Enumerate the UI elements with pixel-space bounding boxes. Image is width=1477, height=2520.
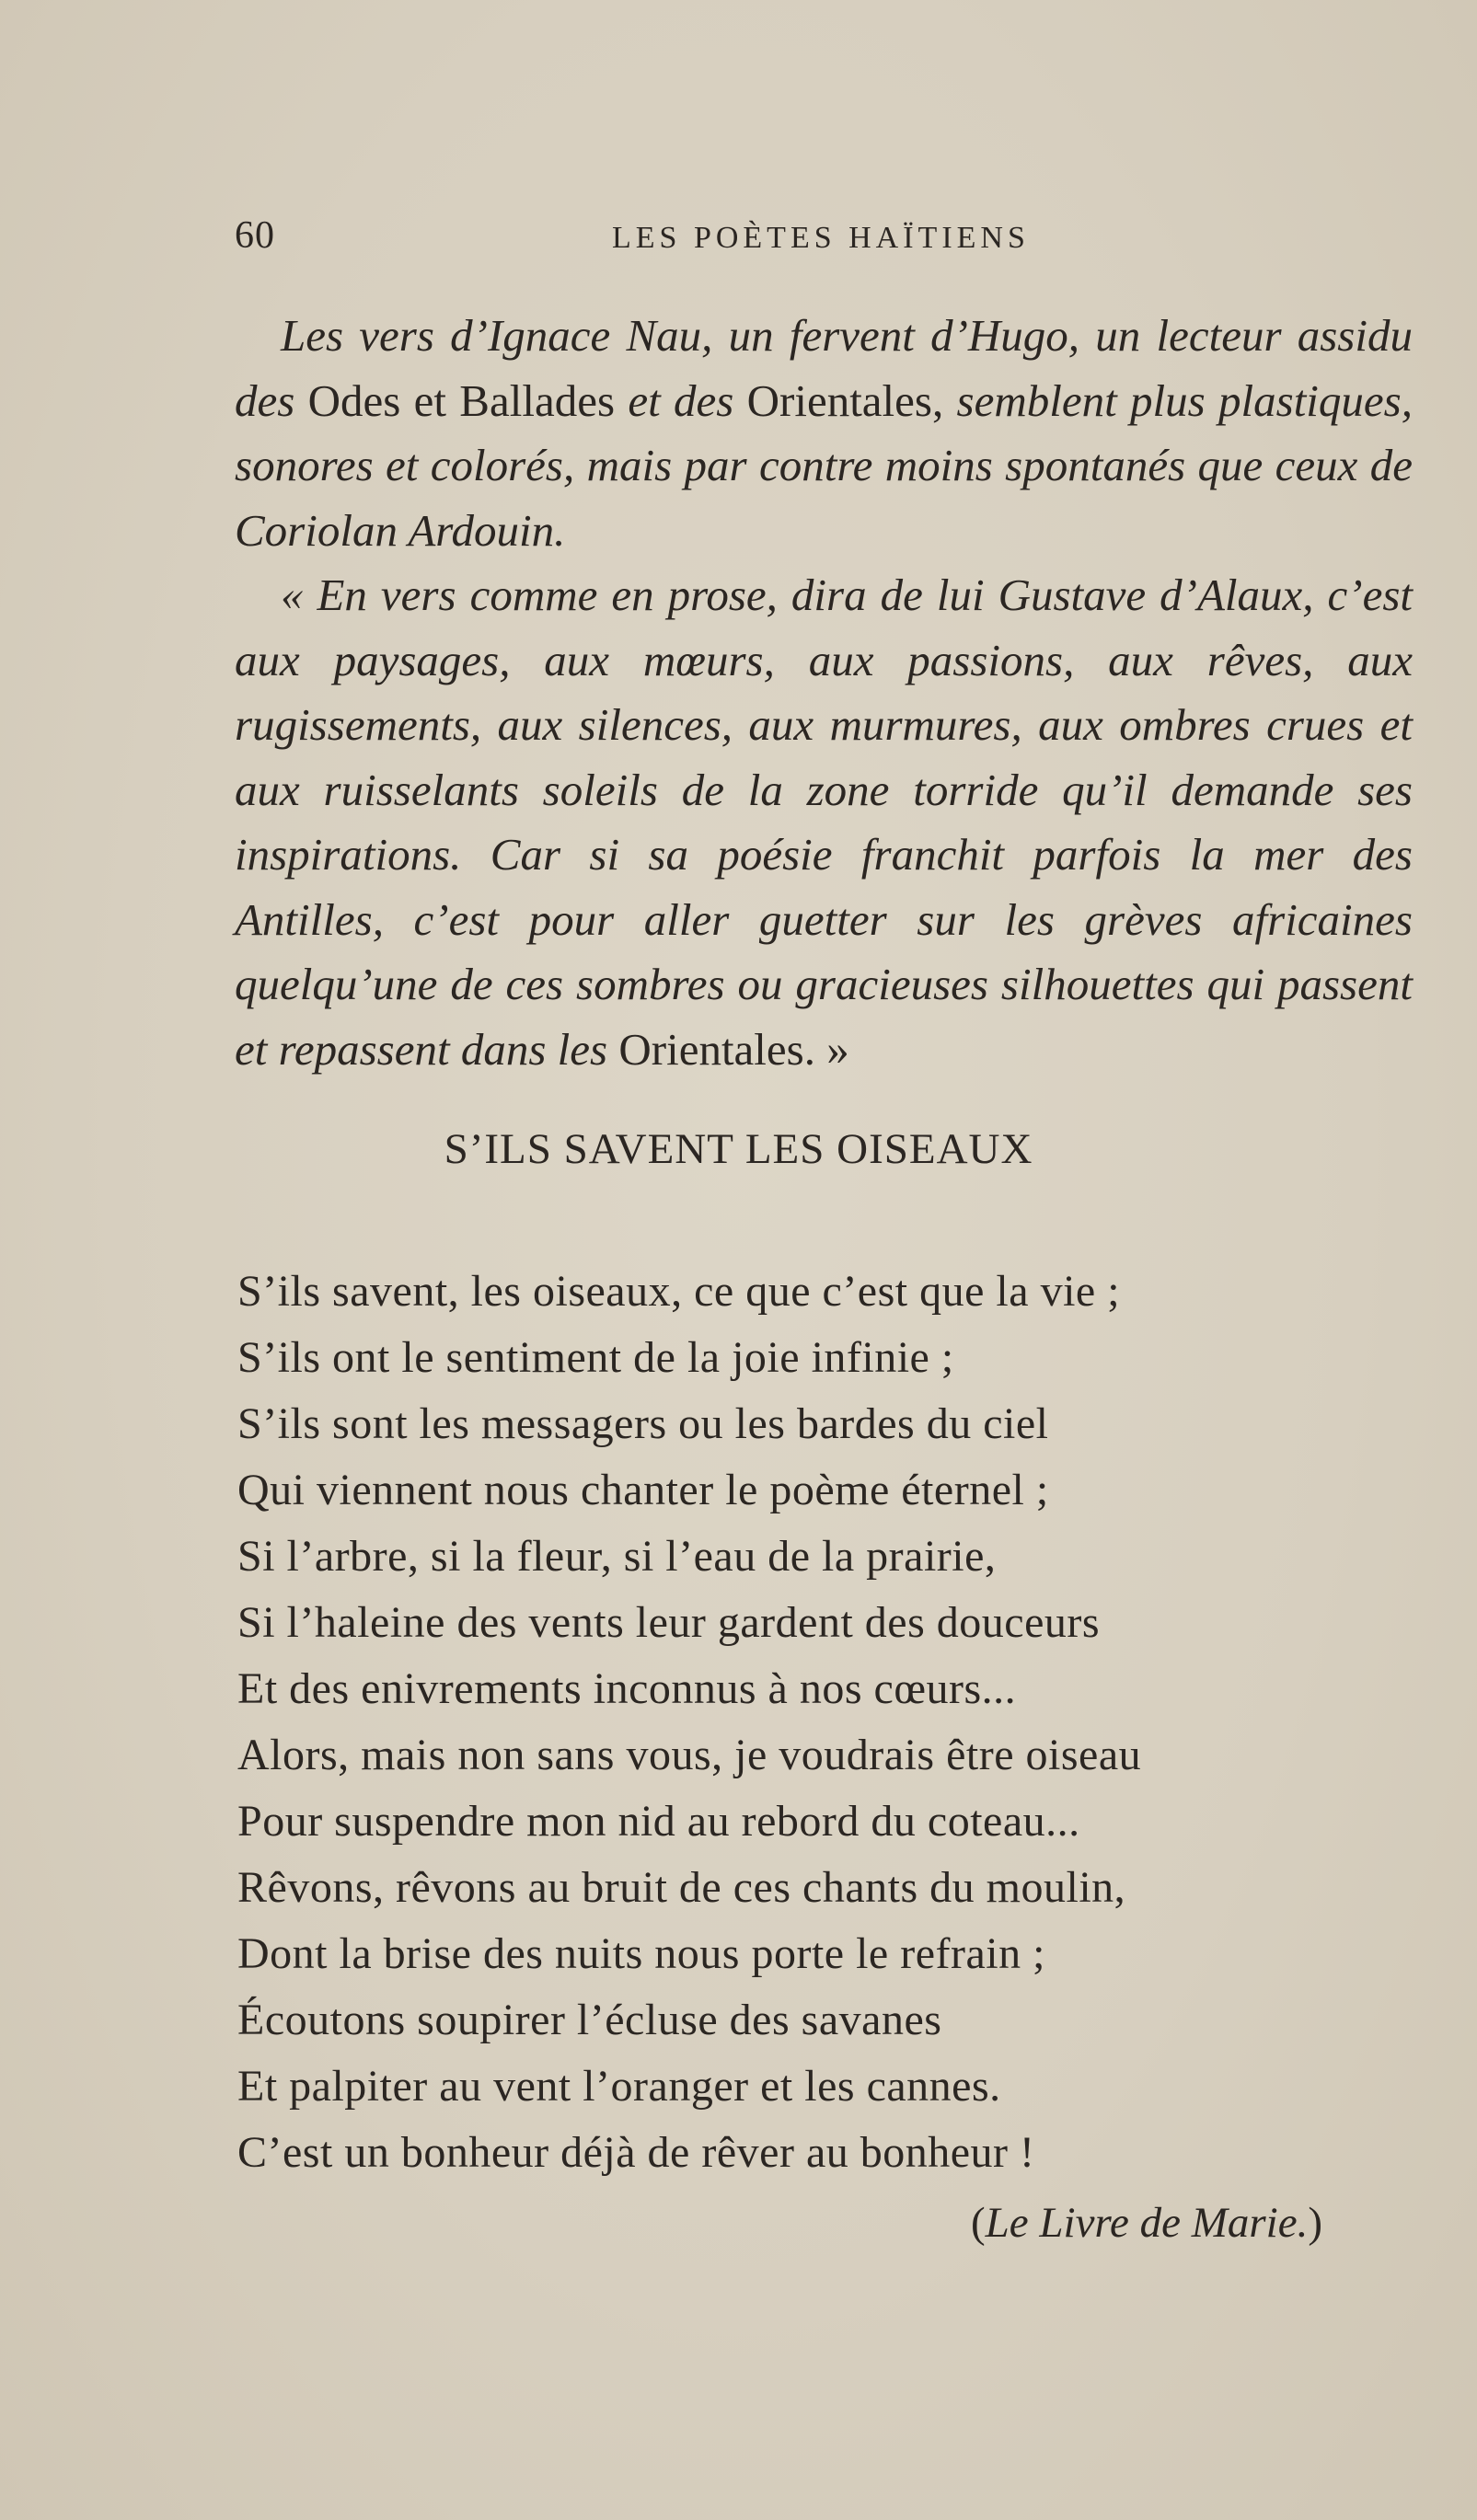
paragraph-2 xyxy=(235,563,1413,1082)
running-title: LES POÈTES HAÏTIENS xyxy=(612,221,1030,255)
work-title-orientales: Orientales, xyxy=(746,374,944,426)
poem-line: Pour suspendre mon nid au rebord du coteau... xyxy=(237,1797,1080,1846)
paragraph-1-text-c: semblent plus plastiques, sonores et colorés, mais par contre moins spontanés que ceux de Coriolan Ardouin. xyxy=(235,374,1413,556)
poem-line: Si l’arbre, si la fleur, si l’eau de la prairie, xyxy=(237,1532,997,1581)
paragraph-2-quote: « En vers comme en prose, dira de lui Gustave d’Alaux, c’est aux paysages, aux mœurs, aux passions, aux rêves, aux rugissements, aux silences, aux murmures, aux ombres crues et aux ruisselants soleils de la zone torride qu’il demande ses inspirations. Car si sa poésie franchit parfois la mer des Antilles, c’est pour aller guetter sur les grèves africaines quelqu’une de ces sombres ou gracieuses silhouettes qui passent et repassent dans les xyxy=(235,570,1413,1075)
poem-line: Alors, mais non sans vous, je voudrais être oiseau xyxy=(237,1731,1142,1779)
running-head xyxy=(235,213,1422,269)
poem-line: Qui viennent nous chanter le poème éternel ; xyxy=(237,1466,1049,1514)
poem-line: Rêvons, rêvons au bruit de ces chants du moulin, xyxy=(237,1863,1126,1912)
poem-line: Et des enivrements inconnus à nos cœurs... xyxy=(237,1664,1017,1713)
paragraph-1-text-b: et des xyxy=(615,374,747,426)
paragraph-1-text-a: Les vers d’Ignace Nau, un fervent d’Hugo, un lecteur assidu des xyxy=(235,310,1413,426)
citation-close-paren: ) xyxy=(1308,2199,1322,2247)
poem-source-citation xyxy=(971,2198,1322,2248)
work-title-orientales-2: Orientales. » xyxy=(618,1023,849,1075)
prose-body xyxy=(235,304,1413,1082)
citation-book-title: Le Livre de Marie. xyxy=(985,2199,1309,2247)
paragraph-1 xyxy=(235,304,1413,563)
poem-line: Et palpiter au vent l’oranger et les cannes. xyxy=(237,2062,1001,2111)
poem-body xyxy=(237,1259,1342,2186)
citation-open-paren: ( xyxy=(971,2199,986,2247)
poem-line: Écoutons soupirer l’écluse des savanes xyxy=(237,1996,942,2044)
poem-line: Dont la brise des nuits nous porte le refrain ; xyxy=(237,1929,1045,1978)
poem-line: S’ils ont le sentiment de la joie infinie ; xyxy=(237,1333,954,1382)
poem-line: Si l’haleine des vents leur gardent des douceurs xyxy=(237,1598,1101,1647)
page-number: 60 xyxy=(235,214,275,257)
work-title-odes-et-ballades: Odes et Ballades xyxy=(307,374,616,426)
poem-line: S’ils savent, les oiseaux, ce que c’est que la vie ; xyxy=(237,1267,1121,1316)
poem-line: C’est un bonheur déjà de rêver au bonheur ! xyxy=(237,2128,1035,2177)
poem-line: S’ils sont les messagers ou les bardes du ciel xyxy=(237,1399,1049,1448)
poem-title: S’ILS SAVENT LES OISEAUX xyxy=(444,1125,1033,1173)
